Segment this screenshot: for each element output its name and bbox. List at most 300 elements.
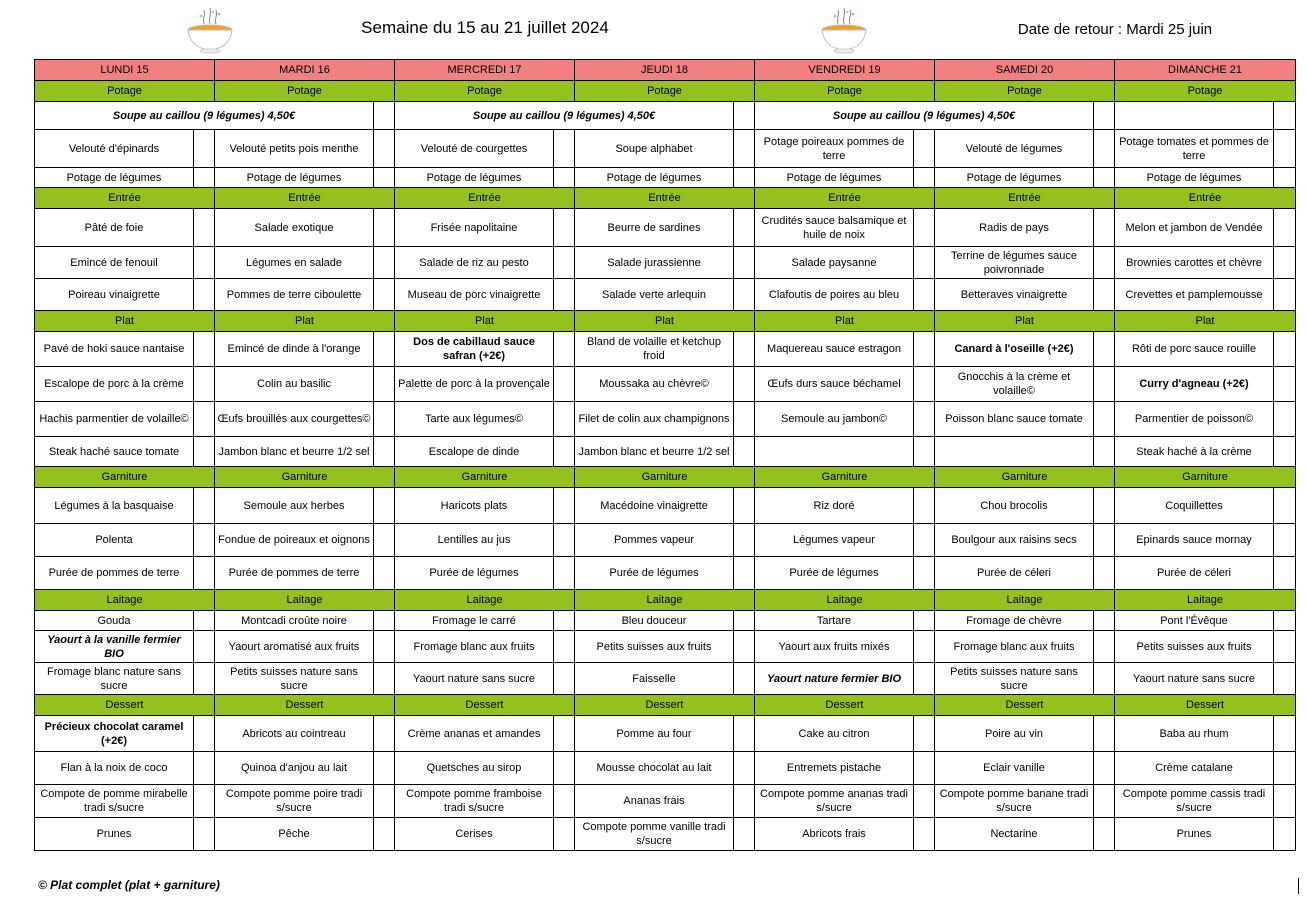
checkbox-cell[interactable] — [194, 332, 215, 367]
section-header: Dessert — [35, 695, 215, 716]
section-header: Entrée — [935, 188, 1115, 209]
menu-item — [935, 437, 1094, 467]
checkbox-cell[interactable] — [1274, 332, 1296, 367]
checkbox-cell[interactable] — [914, 247, 935, 279]
checkbox-cell[interactable] — [1094, 102, 1115, 130]
checkbox-cell[interactable] — [374, 209, 395, 247]
section-header: Laitage — [35, 590, 215, 611]
section-header: Plat — [215, 311, 395, 332]
menu-item: Moussaka au chèvre© — [575, 367, 734, 402]
checkbox-cell[interactable] — [914, 557, 935, 590]
menu-item: Purée de légumes — [575, 557, 734, 590]
checkbox-cell[interactable] — [734, 247, 755, 279]
checkbox-cell[interactable] — [374, 631, 395, 663]
soup-special: Soupe au caillou (9 légumes) 4,50€ — [35, 102, 374, 130]
checkbox-cell[interactable] — [374, 130, 395, 168]
checkbox-cell[interactable] — [554, 818, 575, 851]
menu-item: Prunes — [1115, 818, 1274, 851]
menu-item: Tarte aux légumes© — [395, 402, 554, 437]
checkbox-cell[interactable] — [734, 102, 755, 130]
day-header: MERCREDI 17 — [395, 60, 575, 81]
table-row — [35, 332, 1296, 367]
table-row — [35, 188, 1296, 209]
menu-item: Crevettes et pamplemousse — [1115, 279, 1274, 311]
menu-item: Potage de légumes — [35, 168, 194, 188]
menu-item: Pommes de terre ciboulette — [215, 279, 374, 311]
menu-item: Cake au citron — [755, 716, 914, 752]
menu-item: Mousse chocolat au lait — [575, 752, 734, 785]
checkbox-cell[interactable] — [1274, 557, 1296, 590]
section-header: Plat — [575, 311, 755, 332]
menu-item: Tartare — [755, 611, 914, 631]
checkbox-cell[interactable] — [374, 818, 395, 851]
section-header: Potage — [1115, 81, 1296, 102]
section-header: Entrée — [755, 188, 935, 209]
menu-item: Chou brocolis — [935, 488, 1094, 524]
checkbox-cell[interactable] — [374, 402, 395, 437]
table-row — [35, 631, 1296, 663]
checkbox-cell[interactable] — [734, 557, 755, 590]
menu-item: Faisselle — [575, 663, 734, 695]
checkbox-cell[interactable] — [734, 367, 755, 402]
menu-item: Terrine de légumes sauce poivronnade — [935, 247, 1094, 279]
checkbox-cell[interactable] — [1094, 663, 1115, 695]
checkbox-cell[interactable] — [194, 279, 215, 311]
table-row — [35, 524, 1296, 557]
section-header: Dessert — [215, 695, 395, 716]
checkbox-cell[interactable] — [734, 663, 755, 695]
checkbox-cell[interactable] — [1094, 130, 1115, 168]
checkbox-cell[interactable] — [1274, 611, 1296, 631]
table-row — [35, 168, 1296, 188]
menu-item: Bleu douceur — [575, 611, 734, 631]
checkbox-cell[interactable] — [914, 168, 935, 188]
checkbox-cell[interactable] — [194, 130, 215, 168]
menu-item: Purée de pommes de terre — [215, 557, 374, 590]
menu-item: Légumes en salade — [215, 247, 374, 279]
menu-item: Quetsches au sirop — [395, 752, 554, 785]
checkbox-cell[interactable] — [194, 168, 215, 188]
menu-item: Prunes — [35, 818, 194, 851]
day-header: MARDI 16 — [215, 60, 395, 81]
soup-bowl-icon — [818, 6, 870, 54]
checkbox-cell[interactable] — [914, 611, 935, 631]
checkbox-cell[interactable] — [554, 524, 575, 557]
menu-item: Radis de pays — [935, 209, 1094, 247]
section-header: Laitage — [395, 590, 575, 611]
checkbox-cell[interactable] — [554, 367, 575, 402]
menu-item: Pêche — [215, 818, 374, 851]
section-header: Laitage — [935, 590, 1115, 611]
checkbox-cell[interactable] — [374, 663, 395, 695]
checkbox-cell[interactable] — [374, 367, 395, 402]
section-header: Garniture — [395, 467, 575, 488]
checkbox-cell[interactable] — [554, 488, 575, 524]
checkbox-cell[interactable] — [914, 209, 935, 247]
checkbox-cell[interactable] — [734, 752, 755, 785]
checkbox-cell[interactable] — [1274, 437, 1296, 467]
menu-item: Haricots plats — [395, 488, 554, 524]
checkbox-cell[interactable] — [374, 102, 395, 130]
menu-item: Yaourt nature sans sucre — [1115, 663, 1274, 695]
menu-item: Légumes à la basquaise — [35, 488, 194, 524]
day-header: JEUDI 18 — [575, 60, 755, 81]
checkbox-cell[interactable] — [374, 437, 395, 467]
table-row — [35, 557, 1296, 590]
checkbox-cell[interactable] — [194, 752, 215, 785]
checkbox-cell[interactable] — [734, 488, 755, 524]
menu-item: Purée de céleri — [935, 557, 1094, 590]
menu-item: Velouté petits pois menthe — [215, 130, 374, 168]
checkbox-cell[interactable] — [554, 785, 575, 818]
section-header: Garniture — [1115, 467, 1296, 488]
section-header: Plat — [35, 311, 215, 332]
menu-item: Semoule aux herbes — [215, 488, 374, 524]
menu-item: Emincé de fenouil — [35, 247, 194, 279]
checkbox-cell[interactable] — [1094, 488, 1115, 524]
section-header: Dessert — [935, 695, 1115, 716]
menu-item: Bland de volaille et ketchup froid — [575, 332, 734, 367]
table-row — [35, 60, 1296, 81]
section-header: Garniture — [35, 467, 215, 488]
menu-item: Compote pomme vanille tradi s/sucre — [575, 818, 734, 851]
checkbox-cell[interactable] — [1274, 818, 1296, 851]
checkbox-cell[interactable] — [554, 611, 575, 631]
table-row — [35, 785, 1296, 818]
checkbox-cell[interactable] — [1094, 367, 1115, 402]
checkbox-cell[interactable] — [914, 279, 935, 311]
menu-item: Colin au basilic — [215, 367, 374, 402]
menu-item: Brownies carottes et chèvre — [1115, 247, 1274, 279]
checkbox-cell[interactable] — [1094, 247, 1115, 279]
menu-item: Légumes vapeur — [755, 524, 914, 557]
menu-item: Potage de légumes — [395, 168, 554, 188]
checkbox-cell[interactable] — [734, 437, 755, 467]
checkbox-cell[interactable] — [194, 611, 215, 631]
menu-item: Betteraves vinaigrette — [935, 279, 1094, 311]
table-row — [35, 102, 1296, 130]
menu-item: Yaourt à la vanille fermier BIO — [35, 631, 194, 663]
menu-item: Curry d'agneau (+2€) — [1115, 367, 1274, 402]
checkbox-cell[interactable] — [194, 818, 215, 851]
checkbox-cell[interactable] — [554, 402, 575, 437]
checkbox-cell[interactable] — [734, 130, 755, 168]
checkbox-cell[interactable] — [374, 524, 395, 557]
checkbox-cell[interactable] — [734, 785, 755, 818]
checkbox-cell[interactable] — [734, 716, 755, 752]
menu-item: Pont l'Évêque — [1115, 611, 1274, 631]
footnote: © Plat complet (plat + garniture) — [38, 878, 220, 892]
menu-item: Parmentier de poisson© — [1115, 402, 1274, 437]
menu-item: Potage poireaux pommes de terre — [755, 130, 914, 168]
menu-item: Potage de légumes — [575, 168, 734, 188]
checkbox-cell[interactable] — [734, 611, 755, 631]
menu-item: Potage de légumes — [935, 168, 1094, 188]
checkbox-cell[interactable] — [194, 402, 215, 437]
checkbox-cell[interactable] — [554, 557, 575, 590]
menu-item: Yaourt nature fermier BIO — [755, 663, 914, 695]
table-row — [35, 611, 1296, 631]
menu-item: Purée de céleri — [1115, 557, 1274, 590]
menu-item: Flan à la noix de coco — [35, 752, 194, 785]
section-header: Potage — [755, 81, 935, 102]
menu-item: Petits suisses nature sans sucre — [935, 663, 1094, 695]
checkbox-cell[interactable] — [374, 279, 395, 311]
checkbox-cell[interactable] — [914, 524, 935, 557]
day-header: SAMEDI 20 — [935, 60, 1115, 81]
checkbox-cell[interactable] — [1274, 785, 1296, 818]
checkbox-cell[interactable] — [1274, 402, 1296, 437]
checkbox-cell[interactable] — [1094, 818, 1115, 851]
checkbox-cell[interactable] — [1094, 524, 1115, 557]
checkbox-cell[interactable] — [194, 785, 215, 818]
menu-item: Potage de légumes — [1115, 168, 1274, 188]
menu-item: Soupe alphabet — [575, 130, 734, 168]
checkbox-cell[interactable] — [374, 752, 395, 785]
checkbox-cell[interactable] — [914, 332, 935, 367]
section-header: Dessert — [1115, 695, 1296, 716]
checkbox-cell[interactable] — [914, 631, 935, 663]
menu-item: Fromage de chèvre — [935, 611, 1094, 631]
day-header: VENDREDI 19 — [755, 60, 935, 81]
section-header: Garniture — [755, 467, 935, 488]
menu-item: Pavé de hoki sauce nantaise — [35, 332, 194, 367]
menu-item: Nectarine — [935, 818, 1094, 851]
checkbox-cell[interactable] — [1274, 524, 1296, 557]
menu-item: Compote pomme ananas tradi s/sucre — [755, 785, 914, 818]
checkbox-cell[interactable] — [194, 488, 215, 524]
menu-item: Yaourt aromatisé aux fruits — [215, 631, 374, 663]
menu-item: Petits suisses aux fruits — [575, 631, 734, 663]
checkbox-cell[interactable] — [1094, 631, 1115, 663]
menu-item: Dos de cabillaud sauce safran (+2€) — [395, 332, 554, 367]
checkbox-cell[interactable] — [1094, 437, 1115, 467]
menu-item: Pommes vapeur — [575, 524, 734, 557]
menu-item: Palette de porc à la provençale — [395, 367, 554, 402]
menu-item: Jambon blanc et beurre 1/2 sel — [215, 437, 374, 467]
checkbox-cell[interactable] — [554, 209, 575, 247]
checkbox-cell[interactable] — [554, 437, 575, 467]
page-title: Semaine du 15 au 21 juillet 2024 — [361, 18, 609, 37]
menu-item: Yaourt nature sans sucre — [395, 663, 554, 695]
checkbox-cell[interactable] — [554, 716, 575, 752]
section-header: Entrée — [215, 188, 395, 209]
checkbox-cell[interactable] — [1274, 168, 1296, 188]
section-header: Garniture — [935, 467, 1115, 488]
menu-item: Steak haché à la crème — [1115, 437, 1274, 467]
checkbox-cell[interactable] — [374, 785, 395, 818]
menu-item: Canard à l'oseille (+2€) — [935, 332, 1094, 367]
menu-item: Baba au rhum — [1115, 716, 1274, 752]
checkbox-cell[interactable] — [914, 818, 935, 851]
checkbox-cell[interactable] — [1094, 611, 1115, 631]
menu-item: Purée de pommes de terre — [35, 557, 194, 590]
checkbox-cell[interactable] — [914, 785, 935, 818]
menu-item: Crème ananas et amandes — [395, 716, 554, 752]
section-header: Plat — [755, 311, 935, 332]
menu-item: Maquereau sauce estragon — [755, 332, 914, 367]
menu-item: Poireau vinaigrette — [35, 279, 194, 311]
checkbox-cell[interactable] — [194, 367, 215, 402]
checkbox-cell[interactable] — [1094, 752, 1115, 785]
checkbox-cell[interactable] — [914, 716, 935, 752]
checkbox-cell[interactable] — [914, 663, 935, 695]
table-row — [35, 437, 1296, 467]
checkbox-cell[interactable] — [914, 402, 935, 437]
table-row — [35, 752, 1296, 785]
checkbox-cell[interactable] — [1094, 168, 1115, 188]
checkbox-cell[interactable] — [554, 332, 575, 367]
checkbox-cell[interactable] — [734, 168, 755, 188]
menu-item: Fromage le carré — [395, 611, 554, 631]
checkbox-cell[interactable] — [1094, 557, 1115, 590]
section-header: Laitage — [1115, 590, 1296, 611]
menu-item: Fondue de poireaux et oignons — [215, 524, 374, 557]
menu-item: Salade de riz au pesto — [395, 247, 554, 279]
table-row — [35, 81, 1296, 102]
menu-item: Eclair vanille — [935, 752, 1094, 785]
checkbox-cell[interactable] — [1274, 279, 1296, 311]
checkbox-cell[interactable] — [374, 168, 395, 188]
table-row — [35, 311, 1296, 332]
menu-item: Crudités sauce balsamique et huile de noix — [755, 209, 914, 247]
checkbox-cell[interactable] — [1274, 488, 1296, 524]
checkbox-cell[interactable] — [194, 209, 215, 247]
return-date: Date de retour : Mardi 25 juin — [1017, 21, 1213, 38]
checkbox-cell[interactable] — [1274, 752, 1296, 785]
section-header: Entrée — [1115, 188, 1296, 209]
checkbox-cell[interactable] — [734, 279, 755, 311]
checkbox-cell[interactable] — [1274, 130, 1296, 168]
menu-item: Potage tomates et pommes de terre — [1115, 130, 1274, 168]
checkbox-cell[interactable] — [734, 402, 755, 437]
checkbox-cell[interactable] — [734, 818, 755, 851]
soup-special: Soupe au caillou (9 légumes) 4,50€ — [395, 102, 734, 130]
checkbox-cell[interactable] — [1094, 332, 1115, 367]
table-row — [35, 247, 1296, 279]
menu-item: Abricots frais — [755, 818, 914, 851]
checkbox-cell[interactable] — [1274, 367, 1296, 402]
menu-item: Gouda — [35, 611, 194, 631]
checkbox-cell[interactable] — [374, 488, 395, 524]
menu-item: Hachis parmentier de volaille© — [35, 402, 194, 437]
section-header: Garniture — [215, 467, 395, 488]
checkbox-cell[interactable] — [1094, 279, 1115, 311]
checkbox-cell[interactable] — [554, 663, 575, 695]
checkbox-cell[interactable] — [914, 752, 935, 785]
checkbox-cell[interactable] — [194, 557, 215, 590]
checkbox-cell[interactable] — [1274, 716, 1296, 752]
checkbox-cell[interactable] — [734, 631, 755, 663]
table-row — [35, 209, 1296, 247]
table-row — [35, 279, 1296, 311]
menu-item: Poire au vin — [935, 716, 1094, 752]
checkbox-cell[interactable] — [734, 524, 755, 557]
menu-item: Purée de légumes — [395, 557, 554, 590]
checkbox-cell[interactable] — [1094, 209, 1115, 247]
checkbox-cell[interactable] — [194, 247, 215, 279]
table-row — [35, 663, 1296, 695]
checkbox-cell[interactable] — [194, 631, 215, 663]
checkbox-cell[interactable] — [194, 437, 215, 467]
checkbox-cell[interactable] — [374, 557, 395, 590]
menu-item: Salade paysanne — [755, 247, 914, 279]
checkbox-cell[interactable] — [1274, 209, 1296, 247]
checkbox-cell[interactable] — [554, 631, 575, 663]
menu-item: Velouté de courgettes — [395, 130, 554, 168]
menu-item: Salade jurassienne — [575, 247, 734, 279]
table-row — [35, 367, 1296, 402]
menu-item: Jambon blanc et beurre 1/2 sel — [575, 437, 734, 467]
section-header: Entrée — [35, 188, 215, 209]
checkbox-cell[interactable] — [1094, 785, 1115, 818]
menu-item: Entremets pistache — [755, 752, 914, 785]
section-header: Potage — [935, 81, 1115, 102]
checkbox-cell[interactable] — [554, 130, 575, 168]
table-row — [35, 716, 1296, 752]
menu-item: Œufs durs sauce béchamel — [755, 367, 914, 402]
checkbox-cell[interactable] — [1274, 102, 1296, 130]
menu-item: Salade verte arlequin — [575, 279, 734, 311]
menu-item: Beurre de sardines — [575, 209, 734, 247]
checkbox-cell[interactable] — [914, 488, 935, 524]
menu-item: Polenta — [35, 524, 194, 557]
section-header: Laitage — [215, 590, 395, 611]
checkbox-cell[interactable] — [1274, 663, 1296, 695]
checkbox-cell[interactable] — [914, 437, 935, 467]
menu-item: Petits suisses aux fruits — [1115, 631, 1274, 663]
table-row — [35, 130, 1296, 168]
table-row — [35, 695, 1296, 716]
section-header: Dessert — [755, 695, 935, 716]
checkbox-cell[interactable] — [554, 247, 575, 279]
menu-item: Poisson blanc sauce tomate — [935, 402, 1094, 437]
menu-item: Clafoutis de poires au bleu — [755, 279, 914, 311]
section-header: Entrée — [575, 188, 755, 209]
menu-item: Yaourt aux fruits mixés — [755, 631, 914, 663]
menu-item: Petits suisses nature sans sucre — [215, 663, 374, 695]
menu-item: Fromage blanc aux fruits — [935, 631, 1094, 663]
checkbox-cell[interactable] — [374, 247, 395, 279]
checkbox-cell[interactable] — [554, 752, 575, 785]
checkbox-cell[interactable] — [554, 279, 575, 311]
checkbox-cell[interactable] — [194, 524, 215, 557]
menu-item: Compote pomme poire tradi s/sucre — [215, 785, 374, 818]
section-header: Plat — [395, 311, 575, 332]
checkbox-cell[interactable] — [554, 168, 575, 188]
checkbox-cell[interactable] — [374, 716, 395, 752]
menu-item: Museau de porc vinaigrette — [395, 279, 554, 311]
checkbox-cell[interactable] — [914, 367, 935, 402]
checkbox-cell[interactable] — [1274, 247, 1296, 279]
checkbox-cell[interactable] — [374, 332, 395, 367]
table-row — [35, 818, 1296, 851]
checkbox-cell[interactable] — [734, 209, 755, 247]
checkbox-cell[interactable] — [1094, 402, 1115, 437]
checkbox-cell[interactable] — [914, 130, 935, 168]
checkbox-cell[interactable] — [194, 716, 215, 752]
section-header: Plat — [1115, 311, 1296, 332]
section-header: Dessert — [575, 695, 755, 716]
menu-item: Melon et jambon de Vendée — [1115, 209, 1274, 247]
checkbox-cell[interactable] — [734, 332, 755, 367]
checkbox-cell[interactable] — [194, 663, 215, 695]
checkbox-cell[interactable] — [374, 611, 395, 631]
menu-item: Abricots au cointreau — [215, 716, 374, 752]
soup-bowl-icon — [184, 6, 236, 54]
checkbox-cell[interactable] — [1274, 631, 1296, 663]
checkbox-cell[interactable] — [1094, 716, 1115, 752]
